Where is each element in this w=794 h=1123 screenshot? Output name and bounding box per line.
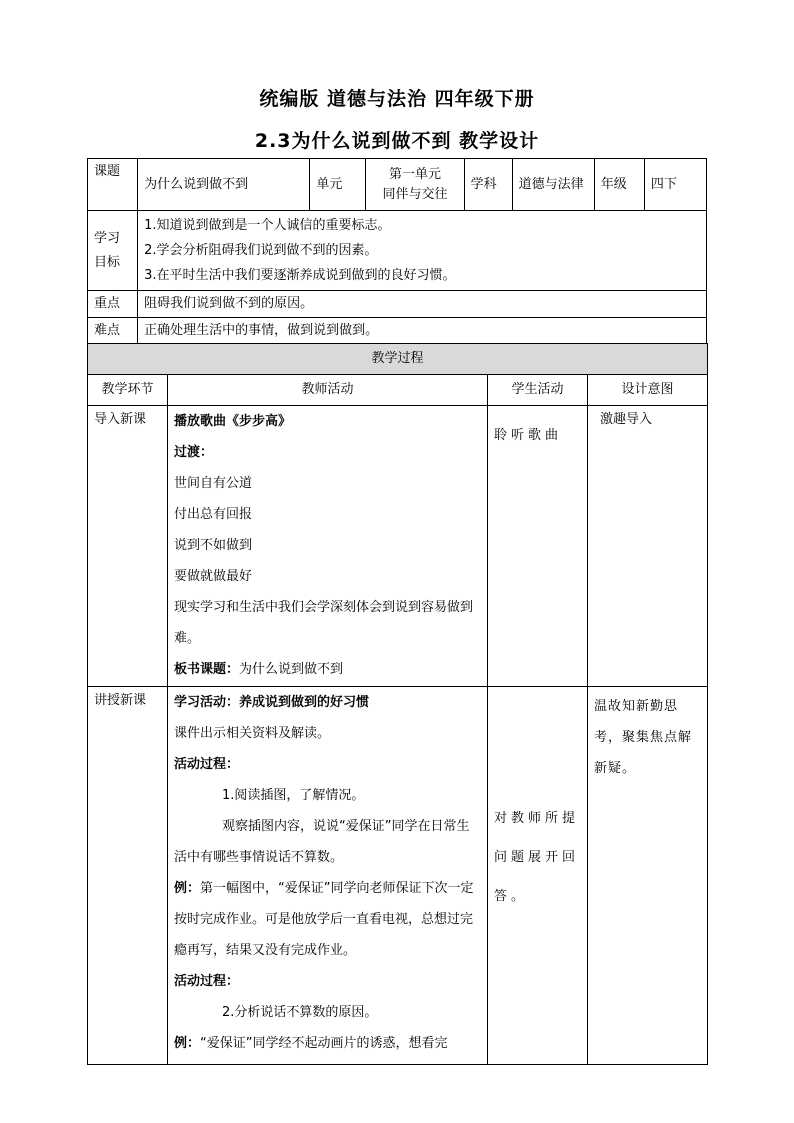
goal-item: 3.在平时生活中我们要逐渐养成说到做到的良好习惯。 (144, 268, 456, 283)
goals-label-line1: 学习 (94, 230, 121, 246)
unit-value-line1: 第一单元 (388, 166, 441, 182)
document-subtitle: 2.3为什么说到做不到 教学设计 (254, 130, 540, 152)
goals-list (138, 211, 707, 291)
process-column-headers (88, 375, 708, 406)
col-teacher-header: 教师活动 (168, 375, 488, 406)
info-row-key (88, 291, 707, 318)
teacher-line: 过渡： (174, 445, 214, 460)
teacher-line: 付出总有回报 (174, 507, 253, 522)
unit-value (366, 159, 464, 211)
teacher-line: 例：第一幅图中，“爱保证”同学向老师保证下次一定按时完成作业。可是他放学后一直看电视，总想过完瘾再写，结果又没有完成作业。 (174, 881, 474, 958)
teacher-line: 课件出示相关资料及解读。 (174, 726, 331, 741)
process-row-intro (88, 406, 708, 687)
teacher-line: 现实学习和生活中我们会学深刻体会到说到容易做到难。 (174, 600, 474, 646)
info-row-difficult (88, 318, 707, 345)
teacher-line: 活动过程： (174, 757, 240, 772)
teacher-line: 活动过程： (174, 974, 240, 989)
unit-value-line2: 同伴与交往 (382, 186, 448, 202)
grade-label: 年级 (594, 159, 644, 211)
stage-new: 讲授新课 (88, 687, 168, 1065)
teacher-line: 2.分析说话不算数的原因。 (222, 1005, 378, 1020)
teacher-line: 观察插图内容，说说“爱保证”同学在日常生活中有哪些事情说话不算数。 (174, 819, 470, 865)
student-activity-intro: 聆听歌曲 (488, 406, 588, 687)
teacher-line: 板书课题：为什么说到做不到 (174, 662, 344, 677)
student-activity-new: 对教师所提问题展开回答。 (488, 687, 588, 1065)
teacher-line: 说到不如做到 (174, 538, 253, 553)
process-row-new (88, 687, 708, 1065)
intent-intro: 激趣导入 (588, 406, 708, 687)
subject-value: 道德与法律 (512, 159, 594, 211)
goals-label-line2: 目标 (94, 254, 121, 270)
topic-label: 课题 (88, 159, 138, 211)
grade-value: 四下 (644, 159, 706, 211)
process-heading: 教学过程 (88, 344, 708, 375)
col-stage-header: 教学环节 (88, 375, 168, 406)
teacher-line: 播放歌曲《步步高》 (174, 414, 292, 429)
teaching-process-table (87, 343, 708, 1065)
key-value: 阻碍我们说到做不到的原因。 (138, 291, 707, 318)
document-title: 统编版 道德与法治 四年级下册 (259, 88, 535, 110)
difficult-value: 正确处理生活中的事情，做到说到做到。 (138, 318, 707, 345)
info-row-topic (88, 159, 707, 211)
difficult-label: 难点 (88, 318, 138, 345)
col-student-header: 学生活动 (488, 375, 588, 406)
intent-new: 温故知新勤思考，聚集焦点解新疑。 (588, 687, 708, 1065)
goal-item: 2.学会分析阻碍我们说到做不到的因素。 (144, 243, 378, 258)
goals-label (88, 211, 138, 291)
subject-label: 学科 (464, 159, 512, 211)
teacher-line: 学习活动：养成说到做到的好习惯 (174, 695, 370, 710)
col-intent-header: 设计意图 (588, 375, 708, 406)
info-row-goals (88, 211, 707, 291)
unit-label: 单元 (310, 159, 366, 211)
teacher-line: 世间自有公道 (174, 476, 253, 491)
teacher-line: 例：“爱保证”同学经不起动画片的诱惑，想看完 (174, 1036, 448, 1051)
goal-item: 1.知道说到做到是一个人诚信的重要标志。 (144, 218, 391, 233)
teacher-activity-intro (168, 406, 488, 687)
topic-value: 为什么说到做不到 (138, 159, 310, 211)
teacher-line: 要做就做最好 (174, 569, 253, 584)
process-heading-row (88, 344, 708, 375)
teacher-line: 1.阅读插图，了解情况。 (222, 788, 365, 803)
key-label: 重点 (88, 291, 138, 318)
lesson-info-table (87, 158, 707, 345)
teacher-activity-new (168, 687, 488, 1065)
stage-intro: 导入新课 (88, 406, 168, 687)
